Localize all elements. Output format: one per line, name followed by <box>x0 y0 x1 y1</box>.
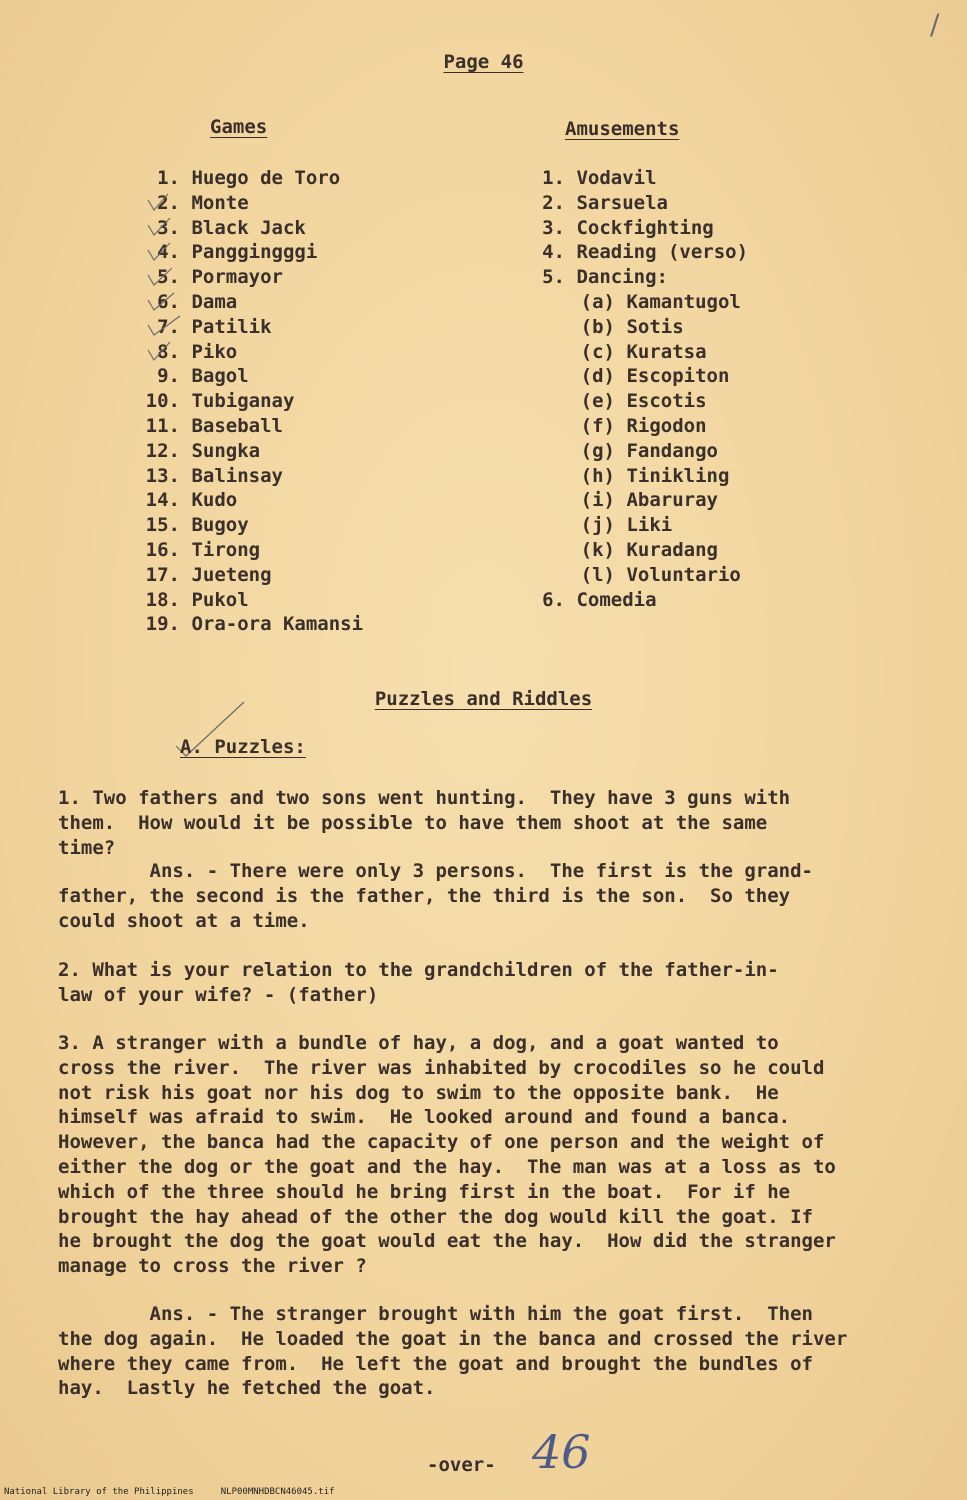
item-number: 6. <box>157 290 180 313</box>
text-line: time? <box>58 836 116 859</box>
text-line: the dog again. He loaded the goat in the banca and crossed the river <box>58 1327 848 1350</box>
text-line: 2. What is your relation to the grandchildren of the father-in- <box>58 959 779 981</box>
item-number: 5. <box>542 266 565 289</box>
item-name: Jueteng <box>191 563 272 586</box>
item-name: Kuratsa <box>626 340 707 363</box>
amusements-heading: Amusements <box>565 118 680 140</box>
item-number: 2. <box>542 191 565 214</box>
list-item <box>513 588 748 613</box>
item-name: Vodavil <box>576 167 657 189</box>
item-number: (e) <box>580 390 615 413</box>
text-line: 1. Two fathers and two sons went hunting. They have 3 guns with <box>58 787 791 809</box>
list-item <box>128 612 363 637</box>
text-line: himself was afraid to swim. He looked around and found a banca. <box>58 1106 791 1129</box>
text-line: cross the river. The river was inhabited by crocodiles so he could <box>58 1056 825 1079</box>
item-name: Cockfighting <box>576 216 714 239</box>
text-line: manage to cross the river ? <box>58 1255 367 1278</box>
text-line: not risk his goat nor his dog to swim to the opposite bank. He <box>58 1081 779 1104</box>
list-item <box>513 315 748 340</box>
item-number: 6. <box>542 588 565 611</box>
item-number: 11. <box>145 414 180 437</box>
list-item <box>128 414 363 439</box>
text-line: However, the banca had the capacity of one person and the weight of <box>58 1131 825 1154</box>
item-number: (j) <box>580 514 615 537</box>
list-item <box>513 240 748 265</box>
item-number: 4. <box>157 241 180 264</box>
item-number: 10. <box>145 390 180 413</box>
item-name: Sungka <box>191 439 261 462</box>
item-number: 13. <box>145 464 180 487</box>
list-item <box>513 538 748 563</box>
item-number: 18. <box>145 588 180 611</box>
games-heading: Games <box>210 116 268 138</box>
list-item <box>513 464 748 489</box>
item-name: Panggingggi <box>191 241 318 264</box>
item-number: (c) <box>580 340 615 363</box>
item-name: Baseball <box>191 414 283 437</box>
item-name: Pukol <box>191 588 249 611</box>
list-item <box>128 464 363 489</box>
item-name: Liki <box>626 514 673 537</box>
text-line: where they came from. He left the goat and brought the bundles of <box>58 1352 813 1375</box>
list-item <box>128 588 363 613</box>
list-item <box>513 513 748 538</box>
item-name: Reading (verso) <box>576 241 749 264</box>
item-number: (i) <box>580 489 615 512</box>
item-number: 16. <box>145 538 180 561</box>
archive-caption: National Library of the Philippines NLP00MNHDBCN46045.tif <box>4 1487 335 1497</box>
list-item <box>513 290 748 315</box>
puzzle-3 <box>58 1031 938 1279</box>
item-name: Tirong <box>191 538 261 561</box>
item-number: 3. <box>542 216 565 239</box>
text-line: Ans. - The stranger brought with him the goat first. Then <box>58 1303 813 1325</box>
list-item <box>128 563 363 588</box>
item-name: Monte <box>191 191 249 214</box>
list-item <box>513 563 748 588</box>
text-line: he brought the dog the goat would eat the hay. How did the stranger <box>58 1230 836 1253</box>
text-line: could shoot at a time. <box>58 909 310 932</box>
item-name: Kamantugol <box>626 290 741 313</box>
item-name: Escopiton <box>626 365 730 388</box>
list-item <box>128 488 363 513</box>
puzzle-1-answer <box>58 859 938 933</box>
handwritten-page-number: 46 <box>532 1425 591 1479</box>
item-number: (g) <box>580 439 615 462</box>
item-name: Kuradang <box>626 538 718 561</box>
list-item <box>513 488 748 513</box>
item-number: (b) <box>580 315 615 338</box>
list-item <box>128 538 363 563</box>
item-name: Pormayor <box>191 266 283 289</box>
footer-over: -over- <box>427 1454 496 1476</box>
list-item <box>513 340 748 365</box>
item-number: (l) <box>580 563 615 586</box>
item-number: 8. <box>157 340 180 363</box>
puzzle-1 <box>58 786 938 860</box>
item-number: (a) <box>580 290 615 313</box>
item-name: Voluntario <box>626 563 741 586</box>
item-number: 19. <box>145 613 180 636</box>
corner-pencil-mark: / <box>930 8 940 41</box>
list-item <box>513 439 748 464</box>
pencil-check-marks <box>140 190 185 370</box>
text-line: either the dog or the goat and the hay. The man was at a loss as to <box>58 1155 836 1178</box>
item-name: Tubiganay <box>191 390 295 413</box>
item-number: 9. <box>157 365 180 388</box>
item-number: 3. <box>157 216 180 239</box>
list-item <box>513 216 748 241</box>
item-number: (d) <box>580 365 615 388</box>
item-name: Comedia <box>576 588 657 611</box>
list-item <box>128 513 363 538</box>
section-a-heading: A. Puzzles: <box>180 736 306 758</box>
item-name: Kudo <box>191 489 238 512</box>
item-name: Dama <box>191 290 238 313</box>
list-item <box>513 364 748 389</box>
item-name: Dancing: <box>576 266 668 289</box>
item-number: (f) <box>580 414 615 437</box>
item-number: 15. <box>145 514 180 537</box>
text-line: law of your wife? - (father) <box>58 983 379 1006</box>
item-number: 14. <box>145 489 180 512</box>
list-item <box>513 414 748 439</box>
item-number: 12. <box>145 439 180 462</box>
item-name: Rigodon <box>626 414 707 437</box>
item-number: 17. <box>145 563 180 586</box>
item-name: Huego de Toro <box>191 167 341 189</box>
list-item <box>128 389 363 414</box>
item-name: Sarsuela <box>576 191 668 214</box>
list-item <box>128 166 363 191</box>
item-number: 2. <box>157 191 180 214</box>
item-name: Fandango <box>626 439 718 462</box>
text-line: them. How would it be possible to have them shoot at the same <box>58 811 768 834</box>
list-item <box>513 191 748 216</box>
list-item <box>128 439 363 464</box>
text-line: hay. Lastly he fetched the goat. <box>58 1377 436 1400</box>
page-title: Page 46 <box>443 51 524 73</box>
item-name: Patilik <box>191 315 272 338</box>
item-number: 1. <box>157 167 180 189</box>
item-number: 5. <box>157 266 180 289</box>
item-number: 1. <box>542 167 565 189</box>
item-name: Bugoy <box>191 514 249 537</box>
text-line: Ans. - There were only 3 persons. The first is the grand- <box>58 860 813 882</box>
puzzle-3-answer <box>58 1302 938 1401</box>
item-name: Escotis <box>626 390 707 413</box>
text-line: brought the hay ahead of the other the dog would kill the goat. If <box>58 1205 813 1228</box>
list-item <box>513 389 748 414</box>
puzzle-2 <box>58 958 938 1008</box>
item-name: Black Jack <box>191 216 306 239</box>
text-line: 3. A stranger with a bundle of hay, a dog, and a goat wanted to <box>58 1032 779 1054</box>
puzzles-heading: Puzzles and Riddles <box>374 688 593 710</box>
item-name: Ora-ora Kamansi <box>191 613 364 636</box>
item-name: Abaruray <box>626 489 718 512</box>
item-name: Bagol <box>191 365 249 388</box>
amusements-list <box>513 166 748 612</box>
text-line: which of the three should he bring first in the boat. For if he <box>58 1180 791 1203</box>
item-name: Piko <box>191 340 238 363</box>
item-number: 4. <box>542 241 565 264</box>
item-name: Sotis <box>626 315 684 338</box>
text-line: father, the second is the father, the third is the son. So they <box>58 884 791 907</box>
item-number: (h) <box>580 464 615 487</box>
item-name: Balinsay <box>191 464 283 487</box>
list-item <box>513 166 748 191</box>
item-number: 7. <box>157 315 180 338</box>
item-number: (k) <box>580 538 615 561</box>
list-item <box>513 265 748 290</box>
item-name: Tinikling <box>626 464 730 487</box>
